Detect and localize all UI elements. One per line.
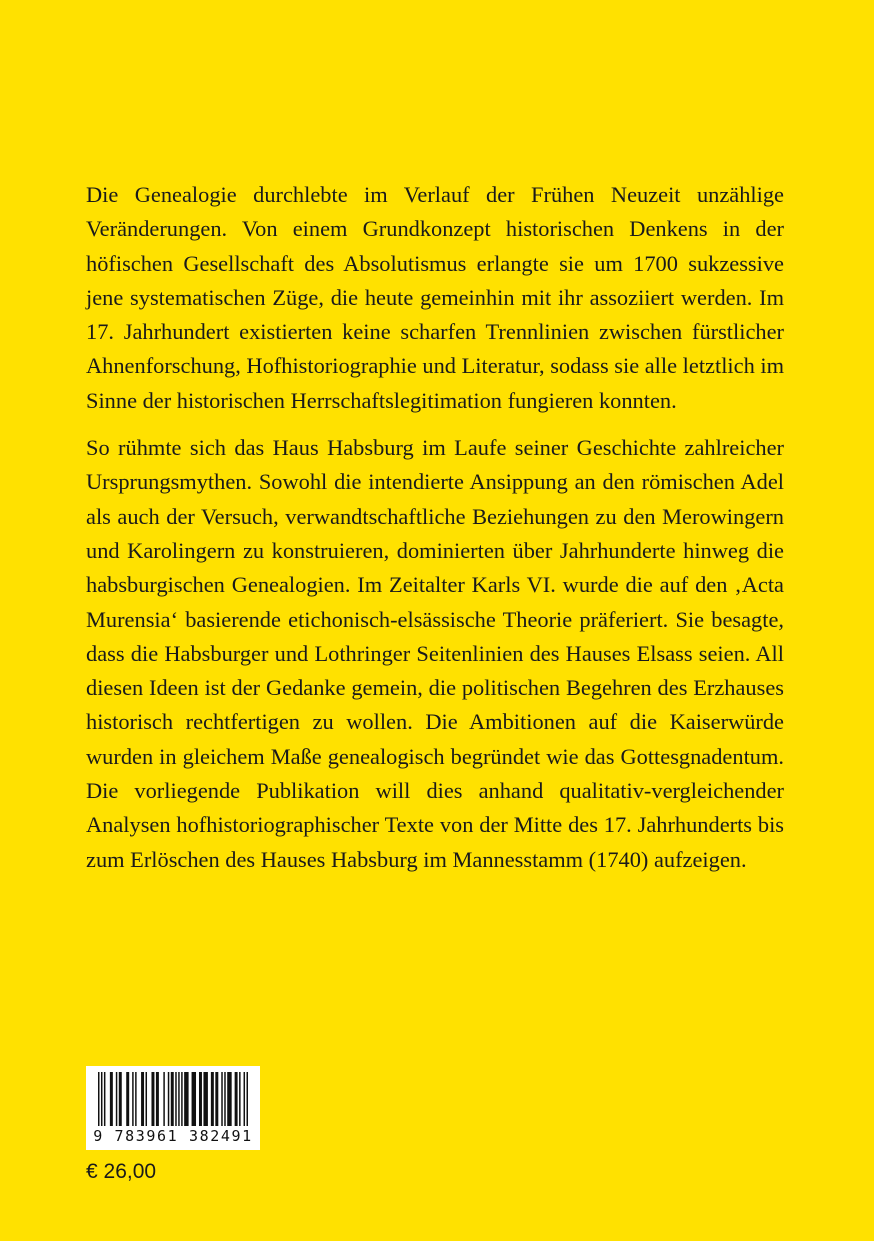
barcode-bar bbox=[151, 1072, 154, 1126]
barcode-bar bbox=[199, 1072, 202, 1126]
barcode-bar bbox=[211, 1072, 214, 1126]
barcode-bar bbox=[126, 1072, 129, 1126]
isbn-number: 9 783961 382491 bbox=[93, 1127, 253, 1145]
blurb-text bbox=[86, 178, 784, 877]
barcode-bar bbox=[132, 1072, 133, 1126]
barcode-bar bbox=[239, 1072, 240, 1126]
barcode-bar bbox=[224, 1072, 225, 1126]
barcode-bar bbox=[181, 1072, 182, 1126]
barcode-bar bbox=[135, 1072, 136, 1126]
barcode-bar bbox=[156, 1072, 159, 1126]
barcode-bar bbox=[235, 1072, 238, 1126]
barcode-bar bbox=[104, 1072, 105, 1126]
blurb-paragraph-2: So rühmte sich das Haus Habsburg im Laufe seiner Geschichte zahlreicher Ursprungsmythen. Sowohl die intendierte Ansippung an den römischen Adel als auch der Versuch, verwandtschaftliche Beziehungen zu den Merowingern und Karolingern zu konstruieren, dominierten über Jahrhunderte hinweg die habsburgischen Genealogien. Im Zeitalter Karls VI. wurde die auf den ‚Acta Murensia‘ basierende etichonisch-elsässische Theorie präferiert. Sie besagte, dass die Habsburger und Lothringer Seitenlinien des Hauses Elsass seien. All diesen Ideen ist der Gedanke gemein, die politischen Begehren des Erzhauses historisch rechtfertigen zu wollen. Die Ambitionen auf die Kaiserwürde wurden in gleichem Maße genealogisch begründet wie das Gottesgnadentum. Die vorliegende Publikation will dies anhand qualitativ-vergleichender Analysen hofhistoriographischer Texte von der Mitte des 17. Jahrhunderts bis zum Erlöschen des Hauses Habsburg im Mannesstamm (1740) aufzeigen. bbox=[86, 435, 784, 872]
barcode-bar bbox=[119, 1072, 122, 1126]
barcode-bars bbox=[86, 1066, 260, 1128]
barcode-bar bbox=[184, 1072, 188, 1126]
price-label: € 26,00 bbox=[86, 1160, 157, 1183]
barcode-bar bbox=[247, 1072, 248, 1126]
barcode-bar bbox=[244, 1072, 245, 1126]
blurb-paragraph-1: Die Genealogie durchlebte im Verlauf der Frühen Neuzeit unzählige Veränderungen. Von einem Grundkonzept historischen Denkens in der höfischen Gesellschaft des Absolutismus erlangte sie um 1700 sukzessive jene systematischen Züge, die heute gemeinhin mit ihr assoziiert werden. Im 17. Jahrhundert existierten keine scharfen Trennlinien zwischen fürstlicher Ahnenforschung, Hofhistoriographie und Literatur, sodass sie alle letztlich im Sinne der historischen Herrschaftslegitimation fungieren konnten. bbox=[86, 182, 785, 413]
barcode-bar bbox=[171, 1072, 174, 1126]
barcode-bar bbox=[146, 1072, 147, 1126]
barcode-bar bbox=[168, 1072, 169, 1126]
barcode-bar bbox=[116, 1072, 117, 1126]
barcode-bar bbox=[110, 1072, 113, 1126]
barcode-bar bbox=[175, 1072, 176, 1126]
barcode-bar bbox=[178, 1072, 179, 1126]
barcode-bar bbox=[221, 1072, 222, 1126]
barcode-bar bbox=[101, 1072, 102, 1126]
barcode-bar bbox=[203, 1072, 207, 1126]
barcode-bar bbox=[98, 1072, 99, 1126]
isbn-barcode bbox=[86, 1066, 260, 1150]
barcode-bar bbox=[227, 1072, 231, 1126]
barcode-bar bbox=[163, 1072, 164, 1126]
barcode-bar bbox=[192, 1072, 196, 1126]
barcode-bar bbox=[215, 1072, 218, 1126]
barcode-bar bbox=[141, 1072, 144, 1126]
